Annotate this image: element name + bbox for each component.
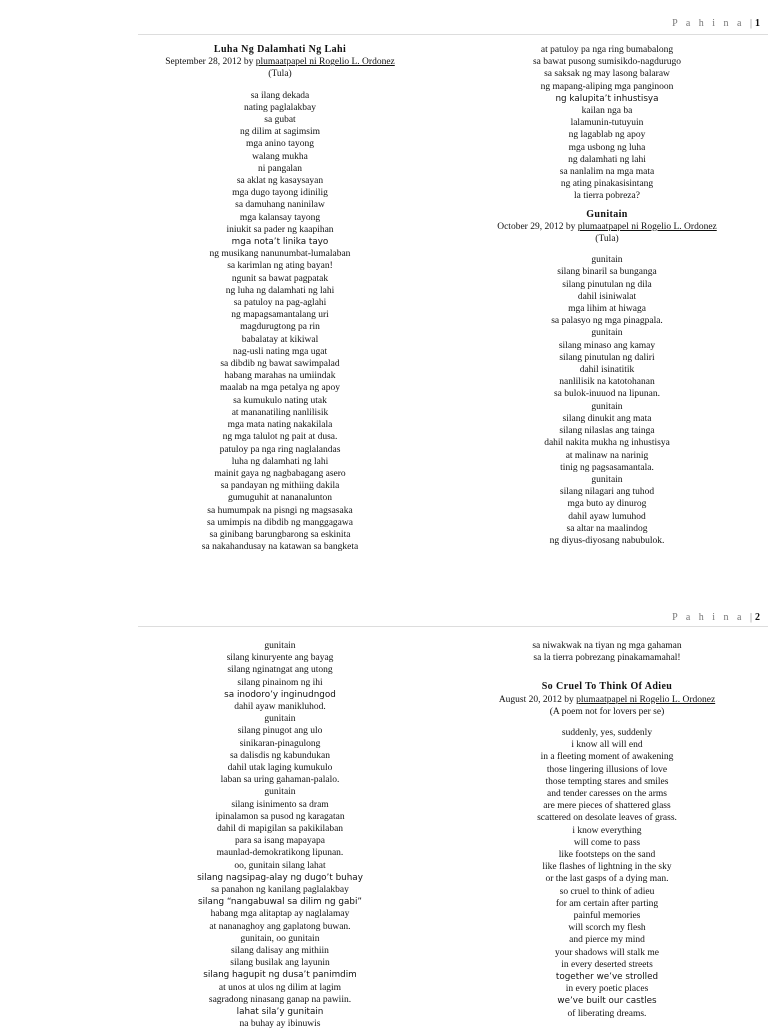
poem-line: tinig ng pagsasamantala.	[560, 462, 654, 473]
poem-line: at nananaghoy ang gaplatong buwan.	[209, 921, 351, 932]
poem-line: sa nanlalim na mga mata	[559, 167, 655, 178]
poem-line: gunitain	[591, 328, 623, 339]
poem-line: la tierra pobreza?	[574, 191, 640, 202]
poem-line: sa dibdib ng bawat sawimpalad	[220, 359, 340, 370]
poem-line: sa nakahandusay na katawan sa bangketa	[201, 542, 359, 553]
poem-line: mga mata nating nakakilala	[227, 420, 333, 431]
poem-line: silang nginatngat ang utong	[227, 665, 333, 676]
poem-line: sa gubat	[264, 115, 296, 126]
poem-line: dahil ayaw lumuhod	[568, 511, 646, 522]
poem-line: gunitain	[591, 255, 623, 266]
poem-line: kailan nga ba	[581, 106, 633, 117]
poem-line: nag-usli nating mga ugat	[232, 346, 328, 357]
poem-line: mga usbong ng luha	[568, 142, 646, 153]
poem-line: ng dalamhati ng lahi	[568, 154, 646, 165]
poem-line: ng ating pinakasisintang	[560, 179, 654, 190]
poem-line: like flashes of lightning in the sky	[542, 862, 672, 873]
poem-date: August 20, 2012 by	[498, 694, 577, 705]
poem-section	[447, 640, 767, 664]
poem-line: sa patuloy na pag-aglahi	[233, 298, 327, 309]
poem-section	[120, 640, 440, 1031]
page-header	[672, 18, 760, 29]
poem-byline	[447, 694, 767, 706]
poem-line: oo, gunitain silang lahat	[234, 860, 326, 871]
poem-line: we’ve built our castles	[557, 996, 657, 1007]
poem-line: and tender caresses on the arms	[546, 789, 668, 800]
poem-line: in every poetic places	[565, 984, 649, 995]
poem-line: silang pinutulan ng daliri	[559, 352, 655, 363]
poem-line: habang marahas na umiindak	[224, 371, 336, 382]
poem-line: para sa isang mapayapa	[235, 836, 325, 847]
poem-line: dahil ayaw manikluhod.	[234, 702, 326, 713]
poem-line: ng mga talulot ng pait at dusa.	[222, 432, 338, 443]
poem-line: sa bulok-inuuod na lipunan.	[553, 389, 661, 400]
poem-date: October 29, 2012 by	[497, 221, 578, 232]
poem-line: silang nilaslas ang tainga	[559, 426, 655, 437]
author-link[interactable]: plumaatpapel ni Rogelio L. Ordonez	[255, 57, 395, 68]
poem-line: mga buto ay dinurog	[567, 499, 647, 510]
poem-line: silang binaril sa bunganga	[557, 267, 657, 278]
poem-line: silang pinugot ang ulo	[237, 726, 323, 737]
header-rule	[138, 626, 768, 627]
poem-line: silang nagsipag-alay ng dugo’t buhay	[197, 872, 363, 883]
poem-line: silang minaso ang kamay	[558, 340, 656, 351]
poem-section	[447, 44, 767, 203]
poem-line: sa ginibang barungbarong sa eskinita	[209, 529, 351, 540]
poem-line: dahil isinatitik	[579, 365, 635, 376]
spacer	[120, 81, 440, 90]
left-column	[120, 44, 440, 553]
poem-line: mga nota’t linika tayo	[231, 237, 329, 248]
poem-byline	[120, 56, 440, 68]
poem-line: iniukit sa pader ng kaapihan	[226, 224, 334, 235]
poem-line: at mananatiling nanlilisik	[231, 407, 329, 418]
right-column	[447, 44, 767, 547]
poem-line: sa umimpis na dibdib ng manggagawa	[207, 517, 353, 528]
poem-line: suddenly, yes, suddenly	[561, 728, 653, 739]
poem-genre: (A poem not for lovers per se)	[549, 706, 665, 717]
poem-line: nanlilisik na katotohanan	[559, 377, 655, 388]
poem-line: will scorch my flesh	[568, 923, 646, 934]
poem-line: sa kumukulo nating utak	[233, 395, 327, 406]
poem-line: in a fleeting moment of awakening	[540, 752, 674, 763]
poem-line: gunitain	[264, 714, 296, 725]
poem-line: ng lagablab ng apoy	[568, 130, 646, 141]
poem-section	[120, 44, 440, 553]
poem-line: like footsteps on the sand	[558, 850, 656, 861]
poem-line: silang kinuryente ang bayag	[226, 653, 334, 664]
poem-line: silang busilak ang layunin	[230, 958, 330, 969]
poem-line: mainit gaya ng nagbabagang asero	[214, 468, 346, 479]
header-rule	[138, 34, 768, 35]
poem-line: luha ng dalamhati ng lahi	[231, 456, 329, 467]
poem-line: sa aklat ng kasaysayan	[236, 176, 324, 187]
author-link[interactable]: plumaatpapel ni Rogelio L. Ordonez	[577, 221, 717, 232]
poem-line: sa niwakwak na tiyan ng mga gahaman	[532, 641, 682, 651]
poem-line: for am certain after parting	[555, 898, 659, 909]
poem-line: lalamunin-tutuyuin	[570, 118, 644, 129]
poem-line: so cruel to think of adieu	[559, 886, 655, 897]
poem-line: gumuguhit at nananalunton	[228, 493, 332, 504]
poem-line: na buhay ay ibinuwis	[239, 1019, 321, 1030]
page-2	[0, 604, 768, 1030]
poem-line: ng kalupita’t inhustisya	[555, 93, 659, 104]
poem-title: Luha Ng Dalamhati Ng Lahi	[213, 44, 347, 55]
poem-genre: (Tula)	[268, 69, 292, 80]
poem-line: sagradong ninasang ganap na pawiin.	[208, 994, 352, 1005]
poem-line: sa saksak ng may lasong balaraw	[544, 69, 670, 80]
poem-line: walang mukha	[252, 151, 308, 162]
poem-line: habang mga alitaptap ay naglalamay	[210, 909, 350, 920]
poem-line: of liberating dreams.	[567, 1008, 647, 1019]
poem-title: Gunitain	[586, 208, 628, 220]
poem-line: laban sa uring gahaman-palalo.	[220, 775, 340, 786]
poem-line: i know everything	[572, 825, 642, 836]
poem-line: at patuloy pa nga ring bumabalong	[540, 45, 674, 55]
poem-line: sinikaran-pinagulong	[239, 738, 321, 749]
poem-line: will come to pass	[573, 837, 641, 848]
poem-line: painful memories	[573, 911, 641, 922]
poem-line: ng mapagsamantalang uri	[231, 310, 329, 321]
poem-line: sa bawat pusong sumisikdo-nagdurugo	[532, 57, 682, 68]
poem-section	[447, 209, 767, 547]
spacer	[447, 245, 767, 254]
poem-line: dahil utak laging kumukulo	[227, 763, 333, 774]
poem-line: those tempting stares and smiles	[545, 776, 669, 787]
poem-line: sa damuhang naninilaw	[235, 200, 325, 211]
poem-line: or the last gasps of a dying man.	[545, 874, 669, 885]
poem-line: dahil nakita mukha ng inhustisya	[544, 438, 670, 449]
poem-line: lahat sila’y gunitain	[236, 1007, 324, 1018]
poem-line: are mere pieces of shattered glass	[543, 801, 671, 812]
poem-line: sa pandayan ng mithiing dakila	[220, 481, 340, 492]
poem-line: sa altar na maalindog	[566, 523, 648, 534]
poem-line: and pierce my mind	[569, 935, 645, 946]
poem-line: silang pinutulan ng dila	[562, 279, 652, 290]
poem-line: maunlad-demokratikong lipunan.	[216, 848, 344, 859]
page-number: 2	[755, 612, 760, 623]
poem-section	[447, 681, 767, 1019]
poem-line: at unos at ulos ng dilim at lagim	[218, 982, 342, 993]
poem-line: sa karimlan ng ating bayan!	[227, 261, 333, 272]
poem-line: ng dilim at sagimsim	[240, 127, 320, 138]
poem-line: silang isinimento sa dram	[231, 799, 329, 810]
right-column	[447, 640, 767, 1020]
poem-line: mga kalansay tayong	[239, 212, 321, 223]
poem-byline	[447, 221, 767, 233]
poem-line: gunitain	[591, 474, 623, 485]
poem-line: silang hagupit ng dusa’t panimdim	[203, 970, 357, 981]
poem-line: patuloy pa nga ring naglalandas	[219, 444, 341, 455]
poem-line: mga lihim at hiwaga	[568, 304, 646, 315]
poem-genre: (Tula)	[595, 234, 619, 245]
left-column	[120, 640, 440, 1031]
poem-line: scattered on desolate leaves of grass.	[537, 813, 677, 824]
poem-line: silang nilagari ang tuhod	[559, 487, 655, 498]
page-number: 1	[755, 18, 760, 29]
poem-line: ng mapang-aliping mga panginoon	[540, 81, 674, 92]
page-header-label: P a h i n a |	[672, 18, 755, 29]
poem-line: together we’ve strolled	[555, 972, 659, 983]
poem-line: i know all will end	[571, 740, 643, 751]
page-header	[672, 612, 760, 623]
poem-line: gunitain	[591, 401, 623, 412]
poem-line: gunitain	[264, 787, 296, 798]
poem-line: dahil di mapigilan sa pakikilaban	[216, 824, 344, 835]
poem-line: maalab na mga petalya ng apoy	[219, 383, 341, 394]
poem-line: your shadows will stalk me	[555, 947, 659, 958]
poem-line: mga dugo tayong idinilig	[232, 188, 328, 199]
poem-line: ni pangalan	[257, 163, 303, 174]
poem-date: September 28, 2012 by	[165, 57, 256, 68]
poem-line: sa inodoro’y inginudngod	[224, 689, 336, 700]
poem-line: babalatay at kikiwal	[241, 334, 319, 345]
page-header-label: P a h i n a |	[672, 612, 755, 623]
poem-line: those lingering illusions of love	[546, 764, 668, 775]
poem-line: sa ilang dekada	[250, 90, 310, 101]
poem-line: at malinaw na narinig	[565, 450, 649, 461]
poem-line: sa la tierra pobrezang pinakamamahal!	[533, 653, 681, 664]
poem-line: gunitain, oo gunitain	[240, 933, 320, 944]
poem-line: sa panahon ng kanilang paglalakbay	[211, 885, 349, 896]
poem-line: nating paglalakbay	[243, 102, 316, 113]
poem-line: ng diyus-diyosang nabubulok.	[549, 535, 665, 546]
poem-line: in every deserted streets	[561, 959, 653, 970]
poem-line: sa dalisdis ng kabundukan	[229, 750, 330, 761]
poem-line: mga anino tayong	[245, 139, 315, 150]
poem-line: silang dinukit ang mata	[562, 413, 652, 424]
poem-line: ng luha ng dalamhati ng lahi	[225, 285, 335, 296]
poem-line: sa humumpak na pisngi ng magsasaka	[207, 505, 353, 516]
author-link[interactable]: plumaatpapel ni Rogelio L. Ordonez	[576, 694, 716, 705]
poem-line: magdurugtong pa rin	[240, 322, 320, 333]
poem-title: So Cruel To Think Of Adieu	[541, 681, 673, 693]
poem-line: silang dalisay ang mithiin	[231, 946, 329, 957]
poem-line: sa palasyo ng mga pinagpala.	[551, 316, 663, 327]
poem-line: ngunit sa bawat pagpatak	[231, 273, 329, 284]
poem-line: ipinalamon sa pusod ng karagatan	[215, 811, 345, 822]
poem-line: silang pinainom ng ihi	[237, 677, 323, 688]
poem-line: gunitain	[264, 641, 296, 651]
poem-line: silang “nangabuwal sa dilim ng gabi”	[198, 897, 362, 908]
poem-line: ng musikang nanunumbat-lumalaban	[209, 249, 351, 260]
poem-line: dahil isiniwalat	[577, 291, 637, 302]
spacer	[447, 718, 767, 727]
